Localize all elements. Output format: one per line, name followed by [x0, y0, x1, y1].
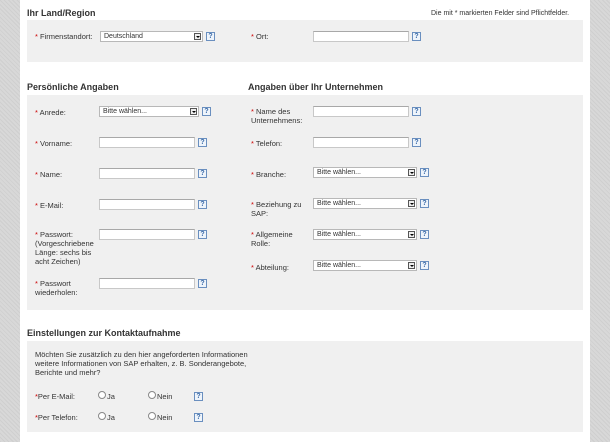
personal-heading: Persönliche Angaben [27, 82, 119, 92]
contact-panel [27, 341, 583, 432]
ort-label: * Ort: [251, 32, 269, 41]
per-telefon-ja-radio[interactable] [98, 412, 106, 420]
help-icon[interactable]: ? [198, 138, 207, 147]
help-icon[interactable]: ? [420, 230, 429, 239]
per-telefon-label: *Per Telefon: [35, 413, 78, 422]
anrede-label: * Anrede: [35, 108, 66, 117]
help-icon[interactable]: ? [198, 200, 207, 209]
dropdown-arrow-icon [190, 108, 197, 115]
firmenstandort-select[interactable]: Deutschland [100, 31, 203, 42]
branche-label: * Branche: [251, 170, 287, 179]
telefon-label: * Telefon: [251, 139, 283, 148]
help-icon[interactable]: ? [420, 168, 429, 177]
contact-question: Möchten Sie zusätzlich zu den hier angeforderten Informationen weitere Informationen von SAP erhalten, z. B. Sonderangebote, Berichte und mehr? [35, 350, 248, 377]
per-email-label: *Per E-Mail: [35, 392, 76, 401]
email-input[interactable] [99, 199, 195, 210]
name-label: * Name: [35, 170, 63, 179]
per-email-nein-radio[interactable] [148, 391, 156, 399]
per-email-nein-label: Nein [157, 392, 173, 401]
abteilung-select[interactable]: Bitte wählen... [313, 260, 417, 271]
help-icon[interactable]: ? [412, 107, 421, 116]
help-icon[interactable]: ? [198, 279, 207, 288]
dropdown-arrow-icon [408, 231, 415, 238]
name-input[interactable] [99, 168, 195, 179]
registration-page [20, 0, 590, 442]
per-telefon-ja-label: Ja [107, 413, 115, 422]
per-email-ja-label: Ja [107, 392, 115, 401]
telefon-input[interactable] [313, 137, 409, 148]
email-label: * E-Mail: [35, 201, 64, 210]
help-icon[interactable]: ? [194, 392, 203, 401]
dropdown-arrow-icon [408, 169, 415, 176]
per-email-ja-radio[interactable] [98, 391, 106, 399]
passwort-input[interactable] [99, 229, 195, 240]
help-icon[interactable]: ? [420, 261, 429, 270]
required-fields-note: Die mit * markierten Felder sind Pflichtfelder. [431, 10, 570, 17]
dropdown-arrow-icon [194, 33, 201, 40]
branche-select[interactable]: Bitte wählen... [313, 167, 417, 178]
region-panel [27, 20, 583, 62]
help-icon[interactable]: ? [206, 32, 215, 41]
company-heading: Angaben über Ihr Unternehmen [248, 82, 384, 92]
help-icon[interactable]: ? [202, 107, 211, 116]
beziehung-select[interactable]: Bitte wählen... [313, 198, 417, 209]
per-telefon-nein-radio[interactable] [148, 412, 156, 420]
contact-heading: Einstellungen zur Kontaktaufnahme [27, 328, 181, 338]
rolle-select[interactable]: Bitte wählen... [313, 229, 417, 240]
passwort-label: * Passwort: (Vorgeschriebene Länge: sechs bis acht Zeichen) [35, 230, 94, 266]
beziehung-label: * Beziehung zu SAP: [251, 200, 302, 218]
help-icon[interactable]: ? [198, 230, 207, 239]
unternehmen-name-label: * Name des Unternehmens: [251, 107, 303, 125]
help-icon[interactable]: ? [412, 138, 421, 147]
rolle-label: * Allgemeine Rolle: [251, 230, 293, 248]
per-telefon-nein-label: Nein [157, 413, 173, 422]
personal-company-panel [27, 95, 583, 310]
abteilung-label: * Abteilung: [251, 263, 289, 272]
vorname-label: * Vorname: [35, 139, 73, 148]
help-icon[interactable]: ? [194, 413, 203, 422]
help-icon[interactable]: ? [198, 169, 207, 178]
dropdown-arrow-icon [408, 200, 415, 207]
firmenstandort-label: * Firmenstandort: [35, 32, 93, 41]
dropdown-arrow-icon [408, 262, 415, 269]
passwort-wiederholen-input[interactable] [99, 278, 195, 289]
ort-input[interactable] [313, 31, 409, 42]
passwort-wiederholen-label: * Passwort wiederholen: [35, 279, 78, 297]
vorname-input[interactable] [99, 137, 195, 148]
help-icon[interactable]: ? [420, 199, 429, 208]
unternehmen-name-input[interactable] [313, 106, 409, 117]
help-icon[interactable]: ? [412, 32, 421, 41]
region-heading: Ihr Land/Region [27, 8, 96, 18]
anrede-select[interactable]: Bitte wählen... [99, 106, 199, 117]
